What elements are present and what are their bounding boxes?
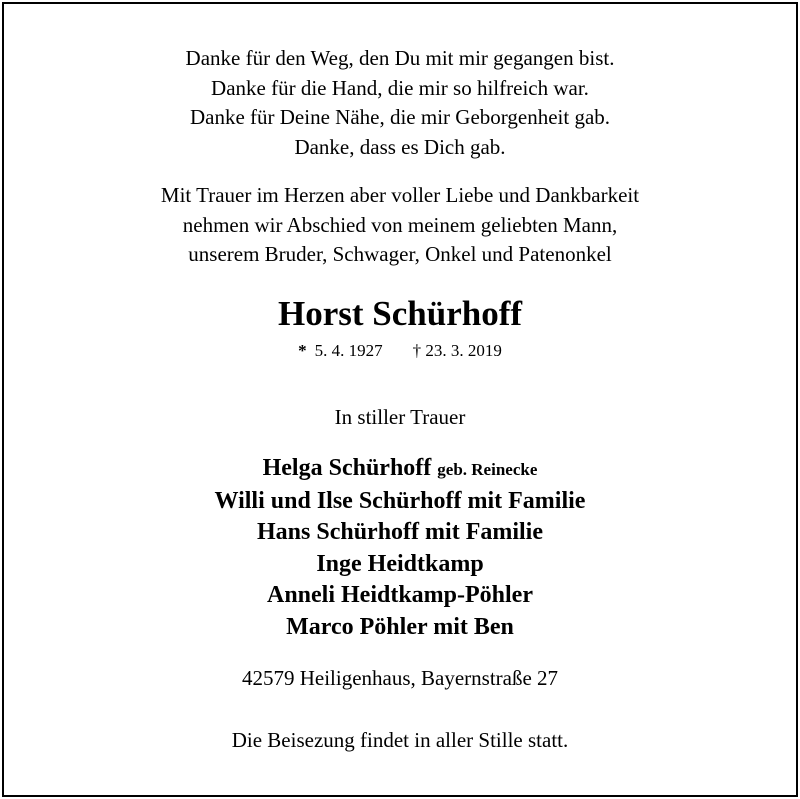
poem-line: Danke, dass es Dich gab. bbox=[294, 134, 506, 159]
mourners-list bbox=[0, 453, 800, 643]
mourner-name: Willi und Ilse Schürhoff mit Familie bbox=[214, 487, 586, 514]
mourner-name bbox=[0, 453, 800, 486]
burial-note: Die Beisezung findet in aller Stille statt. bbox=[231, 728, 569, 752]
mourner-first-name: Helga Schürhoff bbox=[262, 455, 432, 481]
poem-line: Danke für Deine Nähe, die mir Geborgenheit gab. bbox=[189, 105, 611, 129]
poem-line: Danke für die Hand, die mir so hilfreich war. bbox=[211, 75, 589, 100]
mourning-phrase: In stiller Trauer bbox=[334, 405, 466, 429]
mourner-name: Hans Schürhoff mit Familie bbox=[257, 519, 543, 545]
poem-line: Danke für den Weg, den Du mit mir gegangen bist. bbox=[185, 46, 615, 70]
death-symbol: † bbox=[412, 341, 422, 360]
mourner-name: Marco Pöhler mit Ben bbox=[286, 613, 514, 640]
address: 42579 Heiligenhaus, Bayernstraße 27 bbox=[241, 666, 559, 690]
poem bbox=[0, 44, 800, 162]
life-dates bbox=[0, 340, 800, 362]
deceased-name: Horst Schürhoff bbox=[277, 294, 523, 333]
mourner-name: Anneli Heidtkamp-Pöhler bbox=[266, 582, 533, 608]
intro-line: Mit Trauer im Herzen aber voller Liebe und Dankbarkeit bbox=[160, 183, 640, 207]
mourner-maiden-name: geb. Reinecke bbox=[437, 460, 538, 479]
intro-line: nehmen wir Abschied von meinem geliebten Mann, bbox=[182, 212, 618, 237]
intro-line: unserem Bruder, Schwager, Onkel und Patenonkel bbox=[188, 242, 612, 266]
mourner-name: Inge Heidtkamp bbox=[316, 550, 484, 577]
birth-symbol: * bbox=[298, 341, 307, 360]
birth-date: 5. 4. 1927 bbox=[314, 341, 383, 360]
death-date: 23. 3. 2019 bbox=[425, 341, 502, 360]
intro-text bbox=[0, 181, 800, 270]
